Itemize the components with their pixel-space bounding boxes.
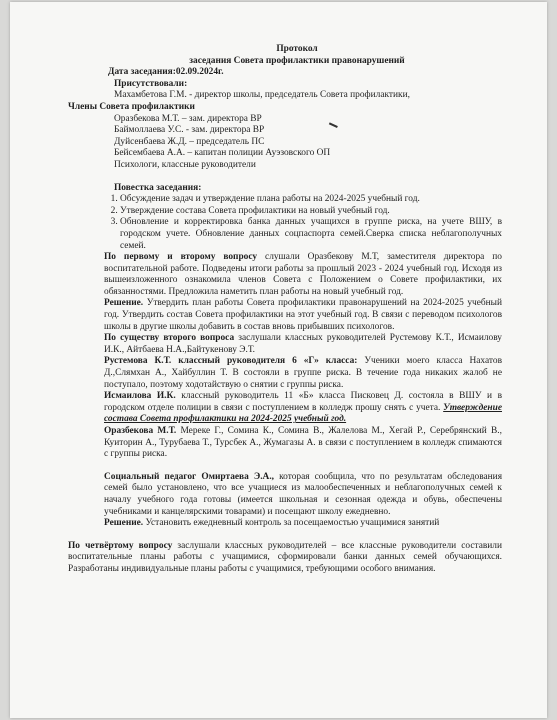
paragraph-text: классный руководитель 11 «Б» класса Писковец Д. состояла в ВШУ и в городском отделе полиции в связи с поступлением в колледж прошу снять с учета.	[104, 391, 503, 413]
document-title: Протокол	[276, 44, 318, 54]
paragraph-text: слушали Оразбекову М.Т, заместителя директора по воспитательной работе. Подведены итоги работы за прошлый 2023 - 2024 учебный год. Исходя из вышеизложенного ознакомила членов Совета с Положением о Совете профилактики, их обязанностями. Предложила наметить план работы на новый учебный год.	[104, 252, 502, 297]
paragraph-first-question	[92, 252, 502, 298]
paragraph-orazbekova	[92, 426, 502, 461]
member-item: Психологи, классные руководители	[114, 159, 256, 170]
decision-lead: Решение.	[104, 518, 144, 529]
decision-lead: Решение.	[104, 298, 144, 309]
paragraph-lead: Рустемова К.Т. классный руководителя 6 «Г» класса:	[104, 356, 358, 367]
paragraph-lead: Оразбекова М.Т.	[104, 426, 177, 436]
member-item: Оразбекова М.Т. – зам. директора ВР	[114, 113, 262, 124]
paragraph-lead: По четвёртому вопросу	[68, 540, 173, 551]
paragraph-lead: Социальный педагог Омиртаева Э.А.,	[104, 471, 275, 482]
members-heading: Члены Совета профилактики	[68, 101, 195, 112]
present-heading: Присутствовали:	[114, 78, 188, 89]
chair-line: Махамбетова Г.М. - директор школы, председатель Совета профилактики,	[114, 90, 410, 101]
paragraph-text: которая сообщила, что по результатам обследования семей было установлено, что все учащиеся из малообеспеченных и неблагополучных семей к началу учебного года готовы (имеется школьная и сезонная одежда и обувь, обеспечены учебниками и канцелярскими товарами) и посещают школу ежедневно.	[104, 471, 502, 517]
member-item: Бейсембаева А.А. – капитан полиции Ауэзовского ОП	[114, 148, 331, 159]
paragraph-text: заслушали классных руководителей Рустемову К.Т., Исмаилову И.К., Айтбаева Н.А.,Байтукенову Э.Т.	[104, 333, 502, 355]
paragraph-lead: Исмаилова И.К.	[104, 391, 176, 402]
paragraph-text: заслушали классных руководителей – все классные руководители составили воспитательные планы работы с учащимися, сформировали банки данных семей обучающихся. Разработаны индивидуальные планы работы с учащимися, требующими особого внимания.	[68, 540, 502, 574]
decision-two	[92, 518, 502, 530]
agenda-list	[92, 194, 502, 252]
member-item: Баймоллаева У.С. - зам. директора ВР	[114, 125, 265, 136]
paragraph-text: Ученики моего класса Нахатов Д.,Слямхан А., Хайбуллин Т. В состояли в группе риска. В течение года никаких жалоб не поступало, поэтому ходотайствую о снятии с группы риска.	[104, 356, 503, 390]
agenda-item: 1. Обсуждение задач и утверждение плана работы на 2024-2025 учебный год.	[120, 194, 502, 206]
decision-one	[92, 298, 502, 333]
decision-text: Установить ежедневный контроль за посещаемостью учащимися занятий	[143, 518, 440, 529]
agenda-item: 2. Утверждение состава Совета профилактики на новый учебный год.	[120, 206, 502, 218]
paragraph-social-pedagogue	[92, 472, 502, 518]
paragraph-rustemova	[92, 356, 502, 391]
paragraph-second-question	[92, 333, 502, 356]
paragraph-lead: По существу второго вопроса	[104, 333, 235, 344]
agenda-heading: Повестка заседания:	[114, 182, 202, 193]
protocol-body	[68, 44, 503, 576]
document-subtitle: заседания Совета профилактики правонарушений	[189, 55, 405, 66]
member-item: Дуйсенбаева Ж.Д. – председатель ПС	[114, 136, 265, 147]
paragraph-fourth-question	[68, 541, 502, 576]
composition-approval: Утверждение состава Совета профилактики на 2024-2025 учебный год.	[104, 402, 502, 425]
paragraph-lead: По первому и второму вопросу	[104, 252, 258, 263]
paragraph-ismailova	[92, 391, 502, 426]
document-page	[10, 2, 547, 718]
members-list	[92, 114, 502, 172]
meeting-date: Дата заседания:02.09.2024г.	[108, 67, 224, 78]
decision-text: Утвердить план работы Совета профилактики правонарушений на 2024-2025 учебный год. Утвердить состав Совета профилактики на этот учебный год. В связи с переводом психологов школы в другие школы добавить в состав вновь прибывших психологов.	[104, 298, 502, 332]
agenda-item: 3. Обновление и корректировка банка данных учащихся в группе риска, на учете ВШУ, в городском учете. Обновление данных соцпаспорта семей.Сверка списка неблагополучных семей.	[120, 217, 502, 252]
paragraph-text: Мереке Г., Сомина К., Сомина В., Жалелова М., Хегай Р., Серебрянский В., Куиторин А., Турубаева Т., Турсбек А., Жумагазы А. в связи с поступлением в колледж спимаются с группы риска.	[104, 426, 502, 460]
